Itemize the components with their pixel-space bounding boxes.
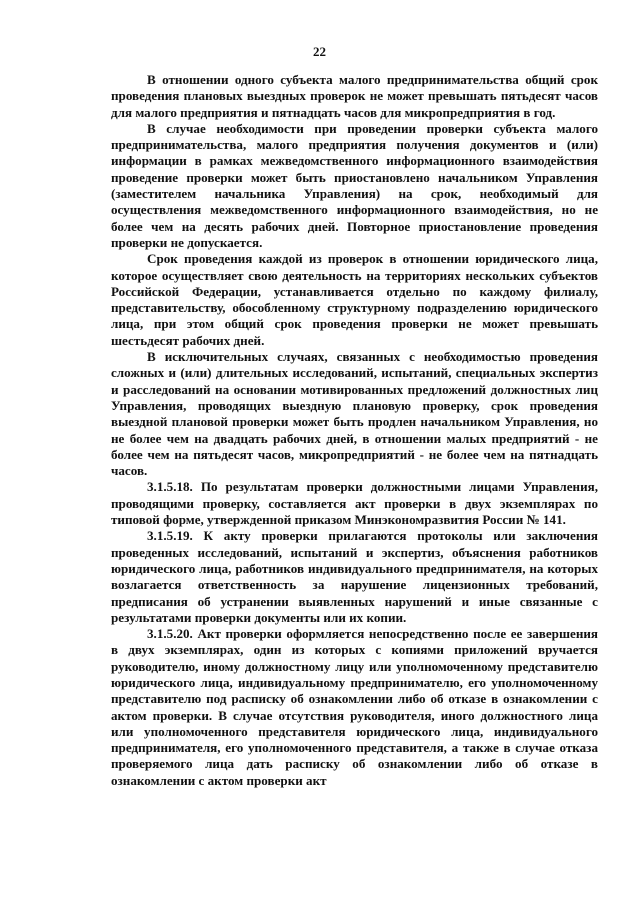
paragraph-branches-duration: Срок проведения каждой из проверок в отношении юридического лица, которое осуществляет свою деятельность на территориях нескольких субъектов Российской Федерации, устанавливается отдельно по каждому филиалу, представительству, обособленному структурному подразделению юридического лица, при этом общий срок проведения проверки не может превышать шестьдесят рабочих дней.	[111, 251, 598, 348]
paragraph-exceptional-extension: В исключительных случаях, связанных с необходимостью проведения сложных и (или) длительных исследований, испытаний, специальных экспертиз и расследований на основании мотивированных предложений должностных лиц Управления, проводящих выездную плановую проверку, срок проведения выездной плановой проверки может быть продлен начальником Управления, но не более чем на двадцать рабочих дней, в отношении малых предприятий - не более чем на пятьдесят часов, микропредприятий - не более чем на пятнадцать часов.	[111, 349, 598, 479]
paragraph-3-1-5-18: 3.1.5.18. По результатам проверки должностными лицами Управления, проводящими проверку, составляется акт проверки в двух экземплярах по типовой форме, утвержденной приказом Минэкономразвития России № 141.	[111, 479, 598, 528]
paragraph-suspension: В случае необходимости при проведении проверки субъекта малого предпринимательства, малого предприятия получения документов и (или) информации в рамках межведомственного информационного взаимодействия проведение проверки может быть приостановлено начальником Управления (заместителем начальника Управления) на срок, необходимый для осуществления межведомственного информационного взаимодействия, но не более чем на десять рабочих дней. Повторное приостановление проведения проверки не допускается.	[111, 120, 598, 250]
paragraph-3-1-5-19: 3.1.5.19. К акту проверки прилагаются протоколы или заключения проведенных исследований, испытаний и экспертиз, объяснения работников юридического лица, работников индивидуального предпринимателя, на которых возлагается ответственность за нарушение лицензионных требований, предписания об устранении выявленных нарушений и иные связанные с результатами проверки документы или их копии.	[111, 528, 598, 625]
page-number: 22	[313, 44, 326, 59]
paragraph-3-1-5-20: 3.1.5.20. Акт проверки оформляется непосредственно после ее завершения в двух экземплярах, один из которых с копиями приложений вручается руководителю, иному должностному лицу или уполномоченному представителю юридического лица, индивидуальному предпринимателю, его уполномоченному представителю под расписку об ознакомлении либо об отказе в ознакомлении с актом проверки. В случае отсутствия руководителя, иного должностного лица или уполномоченного представителя юридического лица, индивидуального предпринимателя, его уполномоченного представителя, а также в случае отказа проверяемого лица дать расписку об ознакомлении либо об отказе в ознакомлении с актом проверки акт	[111, 626, 598, 788]
document-text	[111, 72, 598, 789]
paragraph-subject-duration: В отношении одного субъекта малого предпринимательства общий срок проведения плановых выездных проверок не может превышать пятьдесят часов для малого предприятия и пятнадцать часов для микропредприятия в год.	[111, 72, 598, 120]
